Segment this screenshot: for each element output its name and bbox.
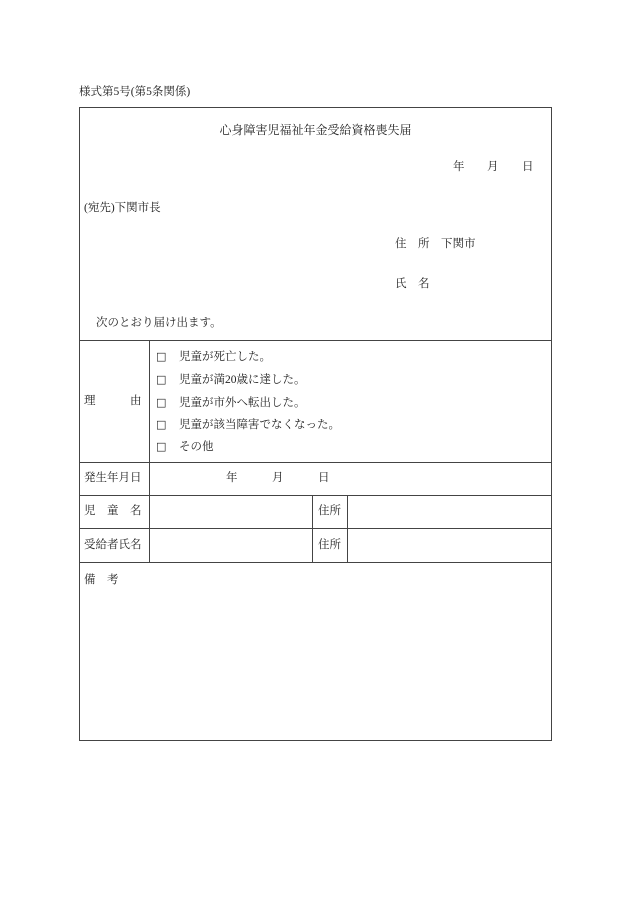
addressee: (宛先)下関市長: [84, 202, 161, 214]
child-name-field: [150, 496, 311, 528]
recipient-address-label: 住所: [318, 539, 341, 551]
statement-text: 次のとおり届け出ます。: [96, 317, 222, 329]
submission-year-label: 年: [453, 161, 465, 173]
reason-option-moved-out: 児童が市外へ転出した。: [179, 397, 306, 409]
recipient-name-label: 受給者氏名: [84, 539, 142, 551]
form-title: 心身障害児福祉年金受給資格喪失届: [219, 123, 412, 137]
applicant-name-label: 氏 名: [395, 278, 430, 290]
checkbox-icon: □: [156, 440, 167, 453]
applicant-address-value: 下関市: [441, 238, 476, 250]
submission-day-label: 日: [522, 161, 534, 173]
reason-option-age-20: 児童が満20歳に達した。: [179, 374, 306, 386]
reason-option-death: 児童が死亡した。: [179, 351, 271, 363]
occurrence-month-label: 月: [272, 472, 284, 484]
checkbox-icon: □: [156, 396, 167, 409]
reason-label: 理 由: [84, 395, 142, 407]
occurrence-year-label: 年: [226, 472, 238, 484]
applicant-address-label: 住 所: [395, 238, 430, 250]
child-address-label: 住所: [318, 505, 341, 517]
reason-option-no-disability: 児童が該当障害でなくなった。: [179, 419, 340, 431]
submission-month-label: 月: [487, 161, 499, 173]
recipient-name-field: [150, 529, 311, 562]
occurrence-date-label: 発生年月日: [84, 472, 142, 484]
checkbox-icon: □: [156, 418, 167, 431]
child-address-field: [348, 496, 551, 528]
checkbox-icon: □: [156, 373, 167, 386]
child-name-label: 児 童 名: [84, 505, 142, 517]
address-label-left-divider: [312, 495, 313, 562]
remarks-label: 備 考: [84, 574, 119, 586]
occurrence-day-label: 日: [318, 472, 330, 484]
reason-option-other: その他: [179, 441, 214, 453]
recipient-address-field: [348, 529, 551, 562]
checkbox-icon: □: [156, 350, 167, 363]
remarks-field: [80, 563, 551, 739]
form-number: 様式第5号(第5条関係): [79, 86, 191, 98]
